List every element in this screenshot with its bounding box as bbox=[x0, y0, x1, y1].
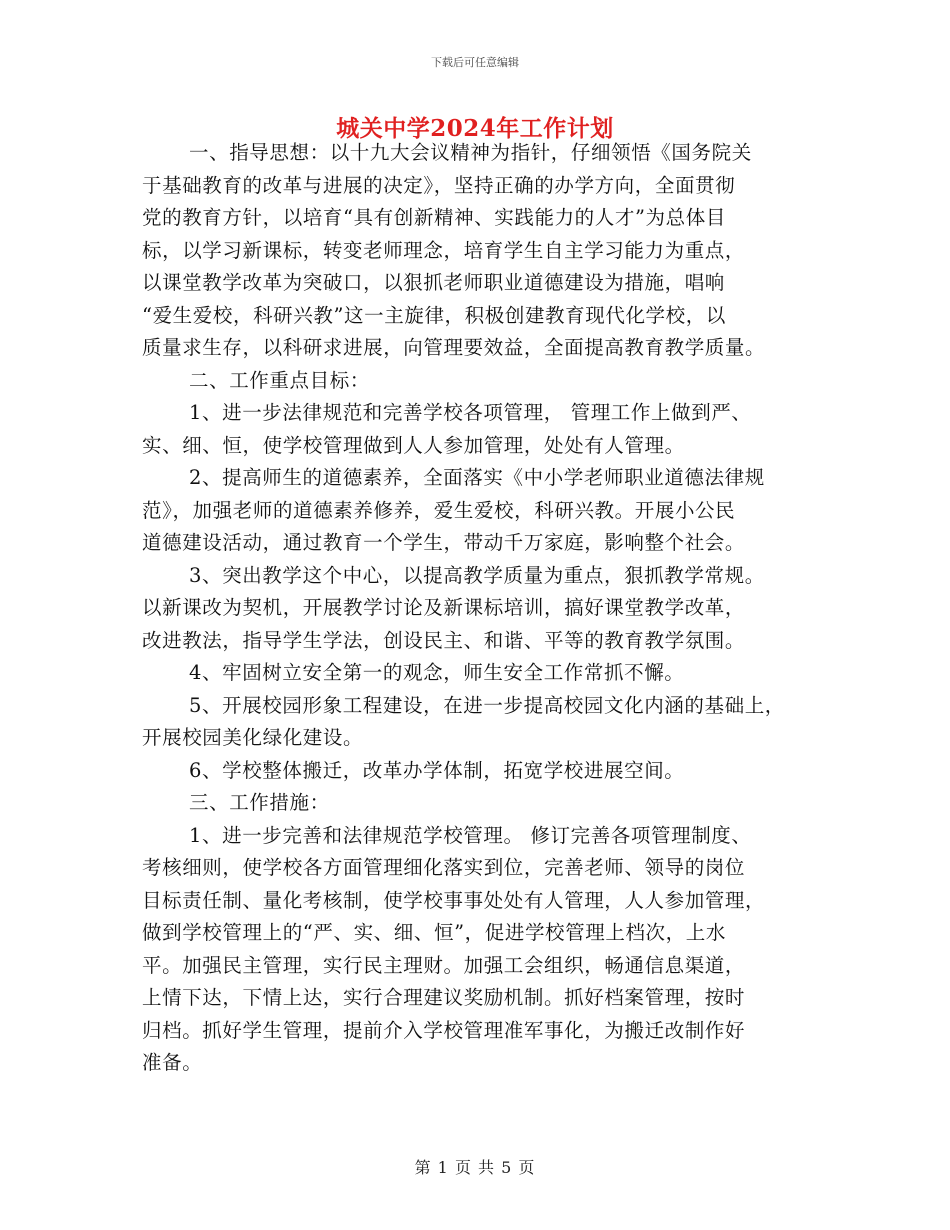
text-line: 4、牢固树立安全第一的观念，师生安全工作常抓不懈。 bbox=[189, 661, 685, 684]
text-line: 目标责任制、量化考核制，使学校事事处处有人管理，人人参加管理， bbox=[142, 888, 766, 912]
text-line: 以新课改为契机，开展教学讨论及新课标培训，搞好课堂教学改革， bbox=[142, 596, 746, 619]
text-line: 质量求生存，以科研求进展，向管理要效益，全面提高教育教学质量。 bbox=[142, 336, 766, 359]
text-line: 5、开展校园形象工程建设，在进一步提高校园文化内涵的基础上， bbox=[189, 693, 785, 717]
text-line: 1、进一步法律规范和完善学校各项管理， 管理工作上做到严、 bbox=[189, 401, 752, 424]
text-line: 准备。 bbox=[142, 1051, 203, 1074]
text-line: 三、工作措施： bbox=[189, 791, 330, 814]
text-line: 二、工作重点目标： bbox=[189, 368, 370, 392]
header-note: 下载后可任意编辑 bbox=[431, 56, 519, 69]
document-title: 城关中学2024年工作计划 bbox=[336, 115, 614, 142]
text-line: 范》，加强老师的道德素养修养，爱生爱校，科研兴教。开展小公民 bbox=[142, 498, 736, 522]
text-line: 道德建设活动，通过教育一个学生，带动千万家庭，影响整个社会。 bbox=[142, 531, 746, 554]
page-footer: 第 1 页 共 5 页 bbox=[414, 1158, 536, 1177]
text-line: 归档。抓好学生管理，提前介入学校管理准军事化，为搬迁改制作好 bbox=[142, 1018, 746, 1042]
text-line: 做到学校管理上的“严、实、细、恒”，促进学校管理上档次，上水 bbox=[142, 921, 726, 944]
text-line: 改进教法，指导学生学法，创设民主、和谐、平等的教育教学氛围。 bbox=[142, 628, 746, 652]
text-line: 平。加强民主管理，实行民主理财。加强工会组织，畅通信息渠道， bbox=[142, 953, 746, 977]
text-line: 于基础教育的改革与进展的决定》，坚持正确的办学方向，全面贯彻 bbox=[142, 173, 736, 197]
text-line: 开展校园美化绿化建设。 bbox=[142, 726, 364, 749]
text-line: 3、突出教学这个中心，以提高教学质量为重点，狠抓教学常规。 bbox=[189, 563, 765, 587]
text-line: 实、细、恒，使学校管理做到人人参加管理，处处有人管理。 bbox=[142, 433, 685, 457]
text-line: 党的教育方针，以培育“具有创新精神、实践能力的人才”为总体目 bbox=[142, 206, 726, 229]
text-line: 一、指导思想：以十九大会议精神为指针，仔细领悟《国务院关 bbox=[189, 141, 752, 164]
text-line: 6、学校整体搬迁，改革办学体制，拓宽学校进展空间。 bbox=[189, 758, 685, 782]
text-line: 2、提高师生的道德素养，全面落实《中小学老师职业道德法律规 bbox=[189, 466, 765, 489]
document-body bbox=[142, 137, 817, 1080]
text-line: 1、进一步完善和法律规范学校管理。 修订完善各项管理制度、 bbox=[189, 823, 752, 847]
text-line: 上情下达，下情上达，实行合理建议奖励机制。抓好档案管理，按时 bbox=[142, 986, 746, 1009]
text-line: 以课堂教学改革为突破口，以狠抓老师职业道德建设为措施，唱响 bbox=[142, 271, 725, 294]
text-line: 标，以学习新课标，转变老师理念，培育学生自主学习能力为重点， bbox=[142, 238, 746, 262]
text-line: 考核细则，使学校各方面管理细化落实到位，完善老师、领导的岗位 bbox=[142, 856, 746, 879]
text-line: “爱生爱校，科研兴教”这一主旋律，积极创建教育现代化学校，以 bbox=[142, 303, 726, 327]
